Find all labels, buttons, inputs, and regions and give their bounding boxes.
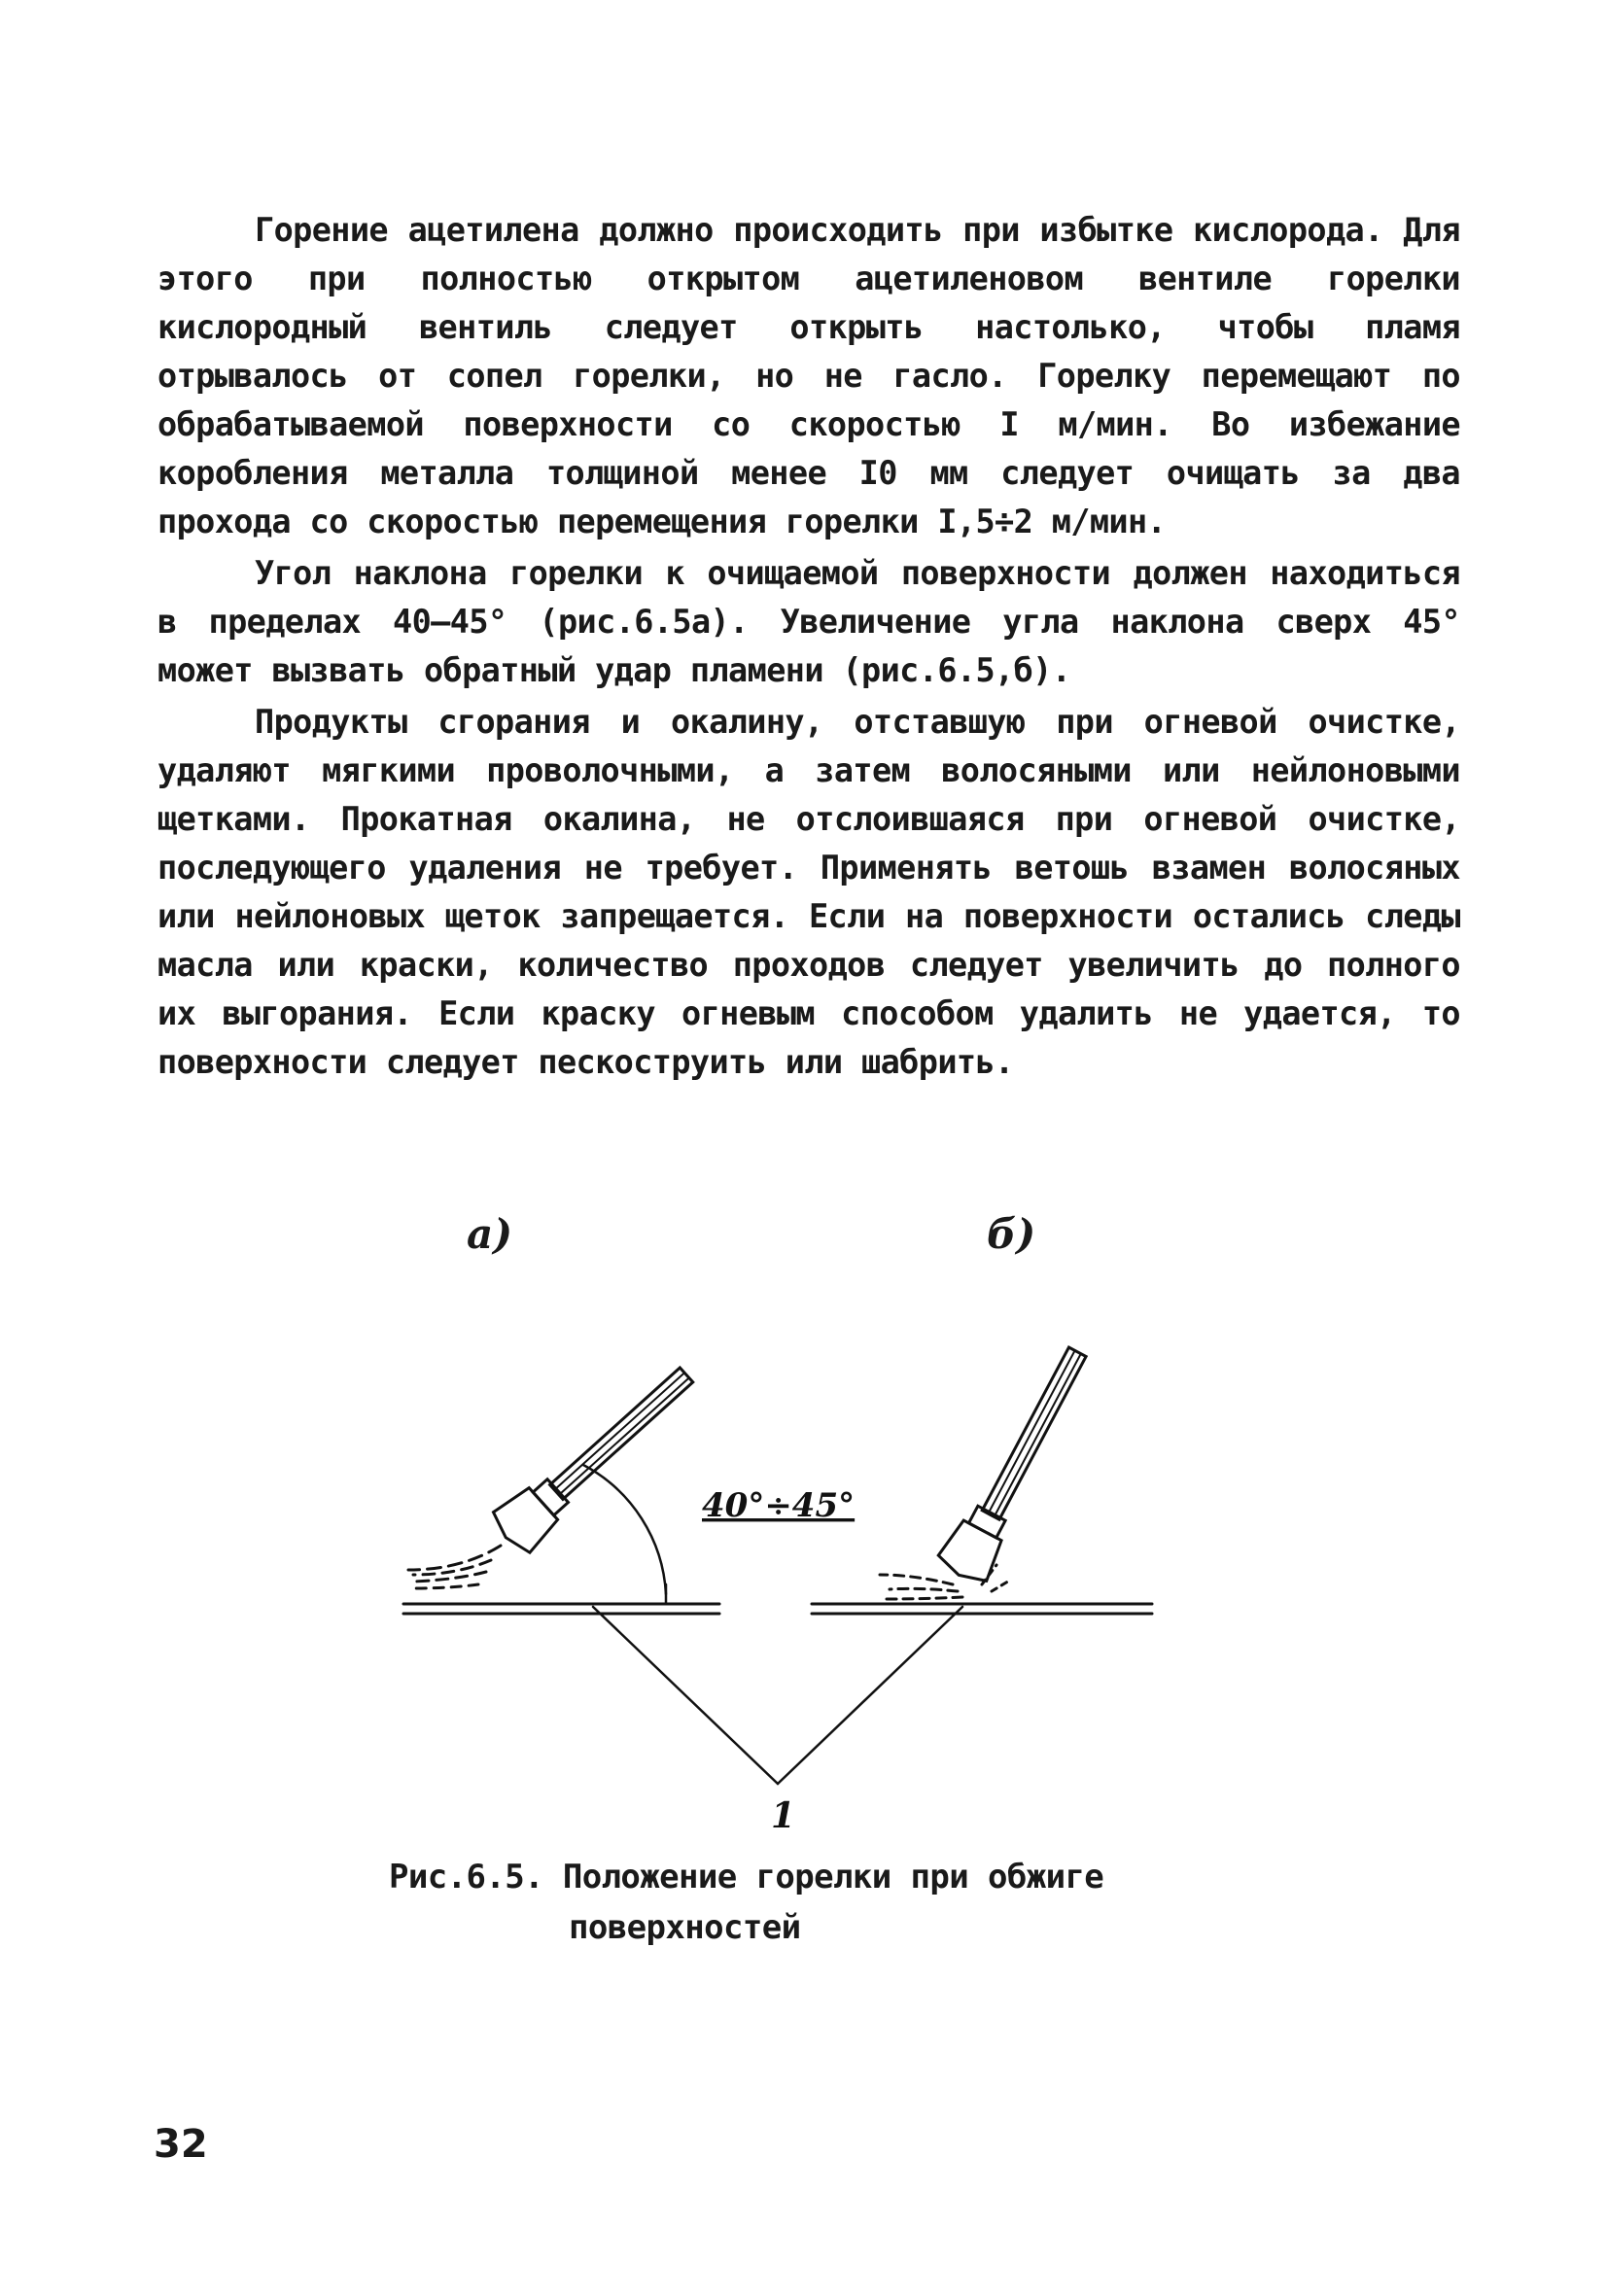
paragraph-3: Продукты сгорания и окалину, отставшую при огневой очистке, удаляют мягкими проволочными, а затем волосяными или нейлоновыми щетками. Прокатная окалина, не отслоившаяся при огневой очистке, последующего удаления не требует. Применять ветошь взамен волосяных или нейлоновых щеток запрещается. Если на поверхности остались следы масла или краски, количество проходов следует увеличить до полного их выгорания. Если краску огневым способом удалить не удается, то поверхности следует пескоструить или шабрить. (157, 703, 1460, 1081)
callout-line-left (593, 1607, 778, 1784)
figure-6-5 (389, 1210, 1186, 1832)
body-text (157, 206, 1460, 1090)
paragraph-2: Угол наклона горелки к очищаемой поверхности должен находиться в пределах 40–45° (рис.6.5а). Увеличение угла наклона сверх 45° может вызвать обратный удар пламени (рис.6.5,б). (157, 554, 1460, 689)
page-number: 32 (154, 2122, 208, 2167)
angle-arc (583, 1465, 666, 1594)
callout-line-right (778, 1607, 962, 1784)
flame-left (408, 1546, 501, 1588)
flame-right (880, 1565, 1011, 1599)
caption-line-2: поверхностей (569, 1908, 801, 1947)
figure-label-b: б) (987, 1210, 1036, 1258)
caption-line-1: Рис.6.5. Положение горелки при обжиге (389, 1858, 1104, 1896)
angle-label: 40°÷45° (702, 1486, 856, 1525)
figure-caption (389, 1852, 1264, 1953)
torch-right (934, 1339, 1101, 1588)
callout-number: 1 (771, 1795, 796, 1832)
torch-left (488, 1355, 705, 1558)
torch-diagram (389, 1210, 1186, 1832)
figure-label-a: а) (467, 1210, 513, 1258)
paragraph-1: Горение ацетилена должно происходить при избытке кислорода. Для этого при полностью открытом ацетиленовом вентиле горелки кислородный вентиль следует открыть настолько, чтобы пламя отрывалось от сопел горелки, но не гасло. Горелку перемещают по обрабатываемой поверхности со скоростью I м/мин. Во избежание коробления металла толщиной менее I0 мм следует очищать за два прохода со скоростью перемещения горелки I,5÷2 м/мин. (157, 211, 1460, 540)
